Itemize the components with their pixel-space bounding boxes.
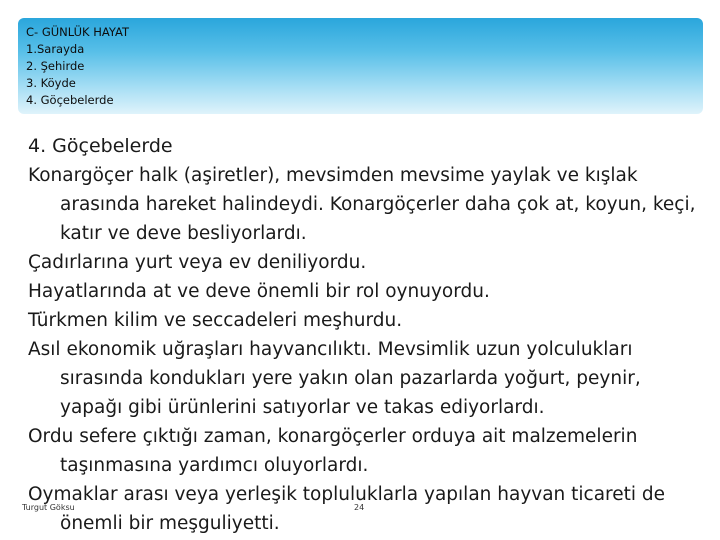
- paragraph-cadir: Çadırlarına yurt veya ev deniliyordu.: [28, 252, 367, 273]
- paragraph-kilim: Türkmen kilim ve seccadeleri meşhurdu.: [28, 310, 403, 331]
- banner-item-sehir: 2. Şehirde: [26, 59, 85, 73]
- footer-author: Turgut Göksu: [22, 503, 75, 512]
- paragraph-ticaret: Oymaklar arası veya yerleşik topluluklarla yapılan hayvan ticareti de önemli bir meşguliyetti.: [28, 484, 666, 534]
- paragraph-ekonomi: Asıl ekonomik uğraşları hayvancılıktı. Mevsimlik uzun yolculukları sırasında kondukları yere yakın olan pazarlarda yoğurt, peynir, yapağı gibi ürünlerini satıyorlar ve takas ediyorlardı.: [28, 339, 641, 418]
- banner-item-koy: 3. Köyde: [26, 76, 76, 90]
- header-banner: [18, 18, 703, 114]
- banner-outline: [26, 24, 129, 109]
- paragraph-konargocer: Konargöçer halk (aşiretler), mevsimden mevsime yaylak ve kışlak arasında hareket halindeydi. Konargöçerler daha çok at, koyun, keçi, katır ve deve besliyorlardı.: [28, 165, 696, 244]
- banner-item-saray: 1.Sarayda: [26, 42, 85, 56]
- paragraph-at-deve: Hayatlarında at ve deve önemli bir rol oynuyordu.: [28, 281, 490, 302]
- section-heading: 4. Göçebelerde: [28, 135, 173, 157]
- page-number: 24: [354, 503, 365, 512]
- banner-title: C- GÜNLÜK HAYAT: [26, 25, 129, 39]
- banner-item-gocebe: 4. Göçebelerde: [26, 93, 114, 107]
- paragraph-ordu: Ordu sefere çıktığı zaman, konargöçerler orduya ait malzemelerin taşınmasına yardımcı oluyorlardı.: [28, 426, 638, 476]
- slide-body: [28, 132, 698, 538]
